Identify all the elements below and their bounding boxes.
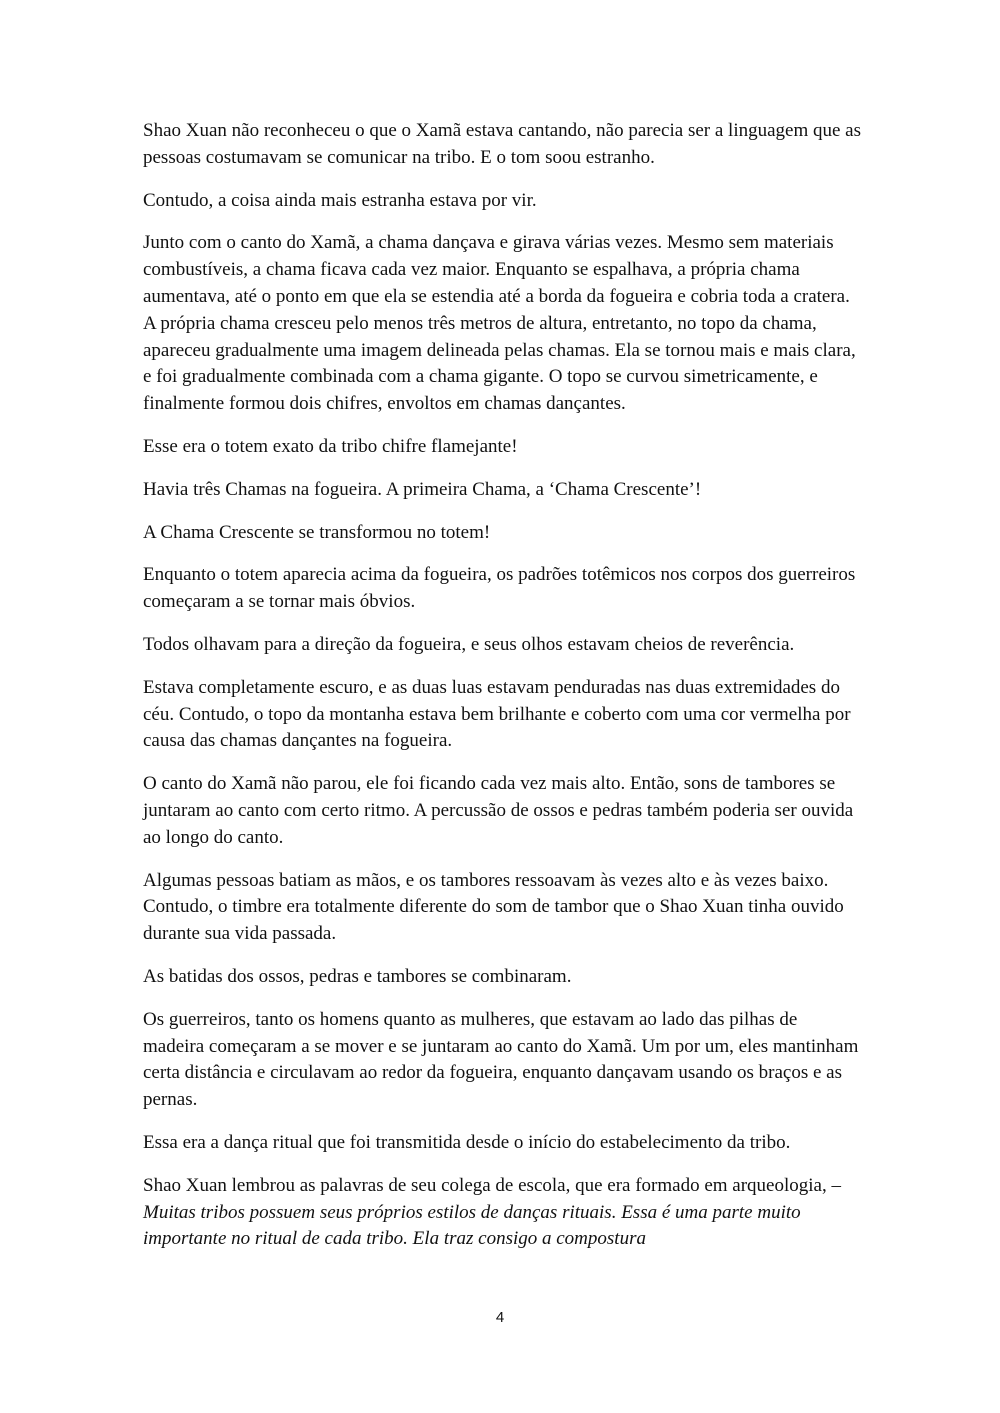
paragraph-15-plain: Shao Xuan lembrou as palavras de seu colega de escola, que era formado em arqueologia, [143, 1174, 832, 1196]
paragraph-1: Shao Xuan não reconheceu o que o Xamã estava cantando, não parecia ser a linguagem que as pessoas costumavam se comunicar na tribo. E o tom soou estranho. [143, 120, 862, 168]
paragraph-9: Estava completamente escuro, e as duas luas estavam penduradas nas duas extremidades do céu. Contudo, o topo da montanha estava bem brilhante e coberto com uma cor vermelha por causa das chamas dançantes na fogueira. [143, 676, 851, 752]
paragraph-14: Essa era a dança ritual que foi transmitida desde o início do estabelecimento da tribo. [143, 1131, 791, 1153]
paragraph-15-italic-quote: – Muitas tribos possuem seus próprios estilos de danças rituais. Essa é uma parte muito importante no ritual de cada tribo. Ela traz consigo a compostura [143, 1174, 841, 1250]
paragraph-12: As batidas dos ossos, pedras e tambores se combinaram. [143, 965, 572, 987]
paragraph-3: Junto com o canto do Xamã, a chama dançava e girava várias vezes. Mesmo sem materiais combustíveis, a chama ficava cada vez maior. Enquanto se espalhava, a própria chama aumentava, até o ponto em que ela se estendia até a borda da fogueira e cobria toda a cratera. A própria chama cresceu pelo menos três metros de altura, entretanto, no topo da chama, apareceu gradualmente uma imagem delineada pelas chamas. Ela se tornou mais e mais clara, e foi gradualmente combinada com a chama gigante. O topo se curvou simetricamente, e finalmente formou dois chifres, envoltos em chamas dançantes. [143, 232, 856, 415]
paragraph-7: Enquanto o totem aparecia acima da fogueira, os padrões totêmicos nos corpos dos guerreiros começaram a se tornar mais óbvios. [143, 564, 856, 613]
paragraph-11: Algumas pessoas batiam as mãos, e os tambores ressoavam às vezes alto e às vezes baixo. Contudo, o timbre era totalmente diferente do som de tambor que o Shao Xuan tinha ouvido durante sua vida passada. [143, 869, 844, 945]
page-number: 4 [495, 1309, 505, 1326]
body-text [143, 118, 861, 1269]
paragraph-6: A Chama Crescente se transformou no totem! [143, 521, 491, 543]
paragraph-4: Esse era o totem exato da tribo chifre flamejante! [143, 435, 518, 457]
paragraph-8: Todos olhavam para a direção da fogueira, e seus olhos estavam cheios de reverência. [143, 633, 795, 655]
paragraph-10: O canto do Xamã não parou, ele foi ficando cada vez mais alto. Então, sons de tambores se juntaram ao canto com certo ritmo. A percussão de ossos e pedras também poderia ser ouvida ao longo do canto. [143, 773, 854, 848]
paragraph-5: Havia três Chamas na fogueira. A primeira Chama, a ‘Chama Crescente’! [143, 478, 702, 500]
paragraph-2: Contudo, a coisa ainda mais estranha estava por vir. [143, 189, 537, 211]
paragraph-13: Os guerreiros, tanto os homens quanto as mulheres, que estavam ao lado das pilhas de madeira começaram a se mover e se juntaram ao canto do Xamã. Um por um, eles mantinham certa distância e circulavam ao redor da fogueira, enquanto dançavam usando os braços e as pernas. [143, 1008, 859, 1111]
paragraph-15 [143, 1173, 861, 1253]
